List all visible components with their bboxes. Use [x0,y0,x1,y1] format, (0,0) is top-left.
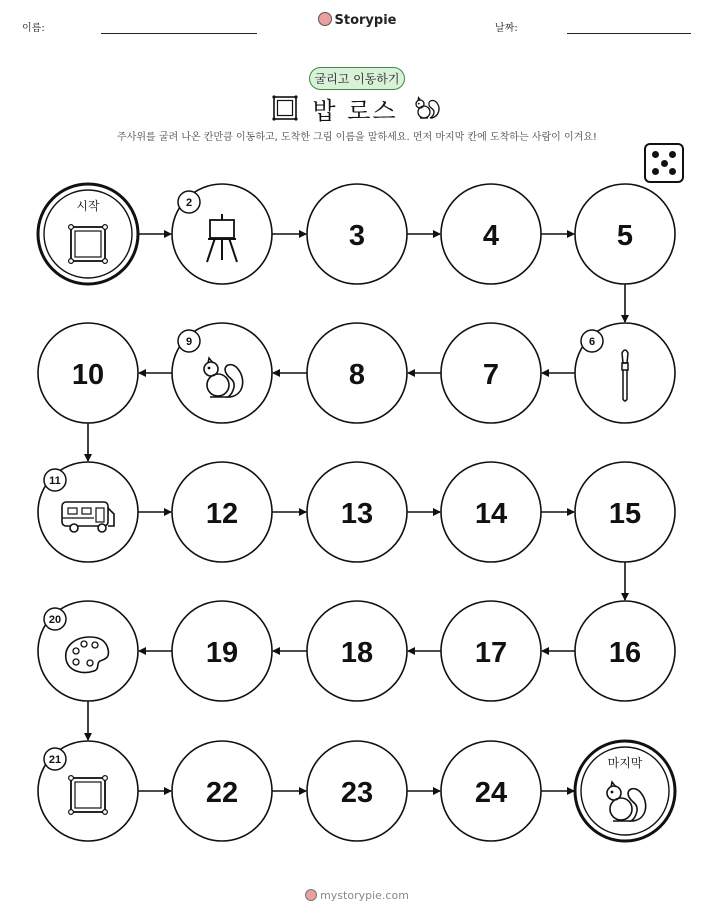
space-number: 11 [49,475,61,487]
board-space-16[interactable] [575,601,675,701]
board-space-25[interactable] [575,741,675,841]
board-space-5[interactable] [575,184,675,284]
space-number: 24 [474,777,508,809]
space-number: 15 [608,498,642,530]
space-number: 2 [185,197,193,209]
space-number: 10 [71,359,105,391]
board-space-13[interactable] [307,462,407,562]
storypie-logo-icon [305,889,317,901]
space-number: 20 [48,614,62,626]
board-space-2[interactable] [172,184,272,284]
space-number: 8 [348,359,366,391]
space-number: 13 [340,498,374,530]
board-space-7[interactable] [441,323,541,423]
start-label: 시작 [76,199,100,213]
finish-label: 마지막 [607,756,643,770]
board-space-9[interactable] [172,323,272,423]
space-number: 17 [474,637,508,669]
space-number: 5 [616,220,634,252]
space-number: 9 [185,336,193,348]
page-title: 밥 로스 [312,96,398,125]
space-number: 7 [482,359,500,391]
instructions: 주사위를 굴려 나온 칸만큼 이동하고, 도착한 그림 이름을 말하세요. 먼저 마지막 칸에 도착하는 사람이 이겨요! [117,132,597,143]
space-number: 23 [340,777,374,809]
board-space-15[interactable] [575,462,675,562]
space-number: 21 [48,754,62,766]
date-label: 날짜: [495,23,518,34]
board-space-3[interactable] [307,184,407,284]
board-space-10[interactable] [38,323,138,423]
space-number: 14 [474,498,508,530]
space-number: 12 [205,498,239,530]
board-space-20[interactable] [38,601,138,701]
footer [0,889,714,902]
board-space-21[interactable] [38,741,138,841]
board-space-18[interactable] [307,601,407,701]
space-number: 18 [340,637,374,669]
board-space-24[interactable] [441,741,541,841]
space-number: 16 [608,637,642,669]
space-number: 3 [348,220,366,252]
space-number: 22 [205,777,239,809]
name-label: 이름: [22,23,45,34]
board-space-1[interactable] [38,184,138,284]
board-space-8[interactable] [307,323,407,423]
board-space-22[interactable] [172,741,272,841]
board-space-12[interactable] [172,462,272,562]
board-spaces [38,184,675,841]
activity-badge: 굴리고 이동하기 [309,67,405,90]
footer-site[interactable]: mystorypie.com [320,889,409,902]
space-number: 4 [482,220,500,252]
space-number: 19 [205,637,239,669]
board-space-23[interactable] [307,741,407,841]
board-space-6[interactable] [575,323,675,423]
board-space-19[interactable] [172,601,272,701]
brand-name: Storypie [334,13,397,28]
board-space-4[interactable] [441,184,541,284]
board-space-14[interactable] [441,462,541,562]
board-space-11[interactable] [38,462,138,562]
board-space-17[interactable] [441,601,541,701]
space-number: 6 [588,336,596,348]
